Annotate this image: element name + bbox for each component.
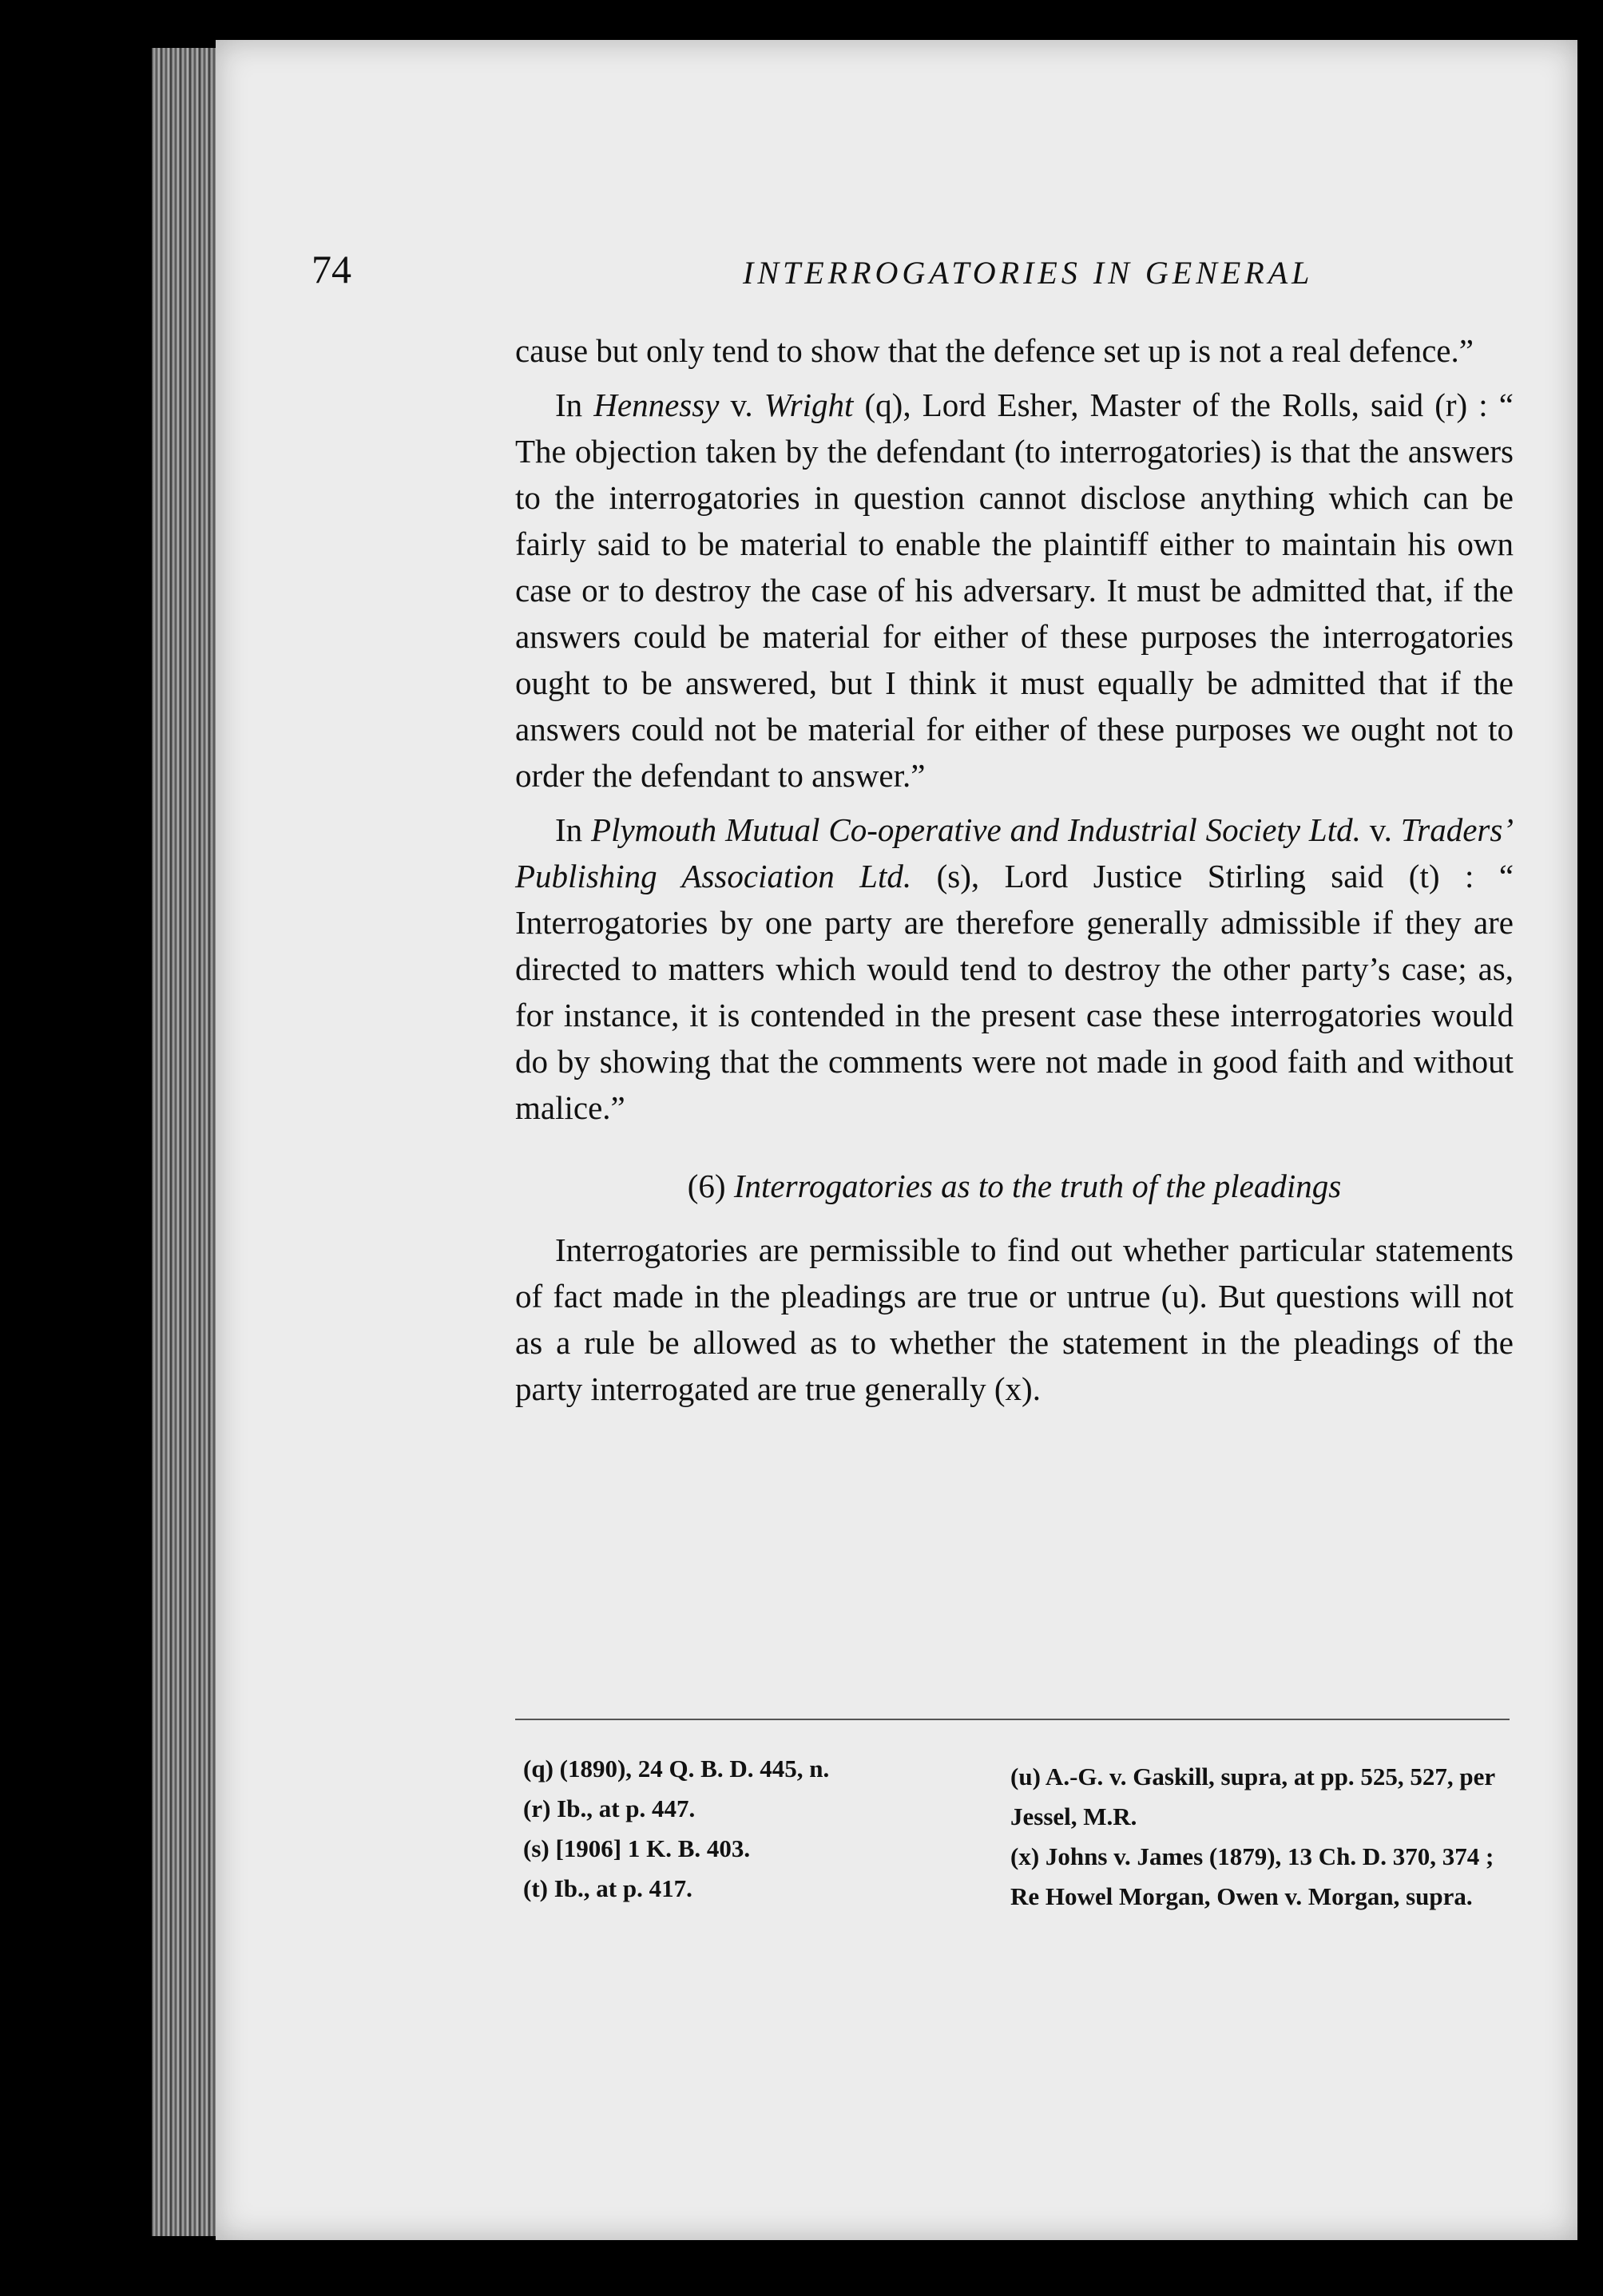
running-head xyxy=(311,246,1510,302)
p4-text-a: Interrogatories are permissible to find out whether particular statements of fact made in the pleadings are true or untrue xyxy=(515,1231,1514,1315)
footnote-divider xyxy=(515,1719,1510,1720)
footnote-s: (s) [1906] 1 K. B. 403. xyxy=(523,1834,751,1862)
footnote-t: (t) Ib., at p. 417. xyxy=(523,1874,692,1902)
p3-ref-t: (t) xyxy=(1408,858,1440,894)
p4-ref-x: (x) xyxy=(994,1370,1033,1407)
paragraph-4 xyxy=(515,1227,1514,1412)
section-title: Interrogatories as to the truth of the pleadings xyxy=(733,1168,1342,1204)
footnote-u: (u) A.-G. v. Gaskill, supra, at pp. 525, 527, per Jessel, M.R. xyxy=(1010,1763,1495,1830)
p2-ref-r: (r) xyxy=(1434,387,1468,423)
p3-in: In xyxy=(555,811,583,848)
footnote-r: (r) Ib., at p. 447. xyxy=(523,1794,696,1822)
p3-case-b: Traders’ Publishing Association Ltd. xyxy=(515,811,1514,894)
p2-ref-q: (q) xyxy=(864,387,903,423)
p4-text-b: . But questions will not as a rule be allowed as to whether the statement in the pleadings of the party interrogated are true generally xyxy=(515,1278,1514,1407)
p2-case-a: Hennessy xyxy=(593,387,720,423)
section-heading xyxy=(515,1163,1514,1209)
running-title: INTERROGATORIES IN GENERAL xyxy=(743,255,1314,291)
p3-ref-s: (s) xyxy=(936,858,971,894)
p2-case-b: Wright xyxy=(764,387,854,423)
body-text xyxy=(515,327,1514,1420)
footnotes-left-column xyxy=(523,1749,970,1909)
p3-v: v. xyxy=(1369,811,1392,848)
footnotes-right-column xyxy=(1010,1757,1514,1917)
paragraph-1: cause but only tend to show that the defence set up is not a real defence.” xyxy=(515,332,1474,369)
page-number: 74 xyxy=(311,247,351,291)
paragraph-2 xyxy=(515,382,1514,799)
section-number: (6) xyxy=(687,1168,726,1204)
p3-case-a: Plymouth Mutual Co-operative and Industrial Society Ltd. xyxy=(591,811,1361,848)
p2-quote: : “ The objection taken by the defendant (to interrogatories) is that the answers to the interrogatories in question cannot disclose anything which can be fairly said to be material to enable the plaintiff either to maintain his own case or to destroy the case of his adversary. It must be admitted that, if the answers could be material for either of these purposes the interrogatories ought to be answered, but I think it must equally be admitted that if the answers could not be material for either of these purposes we ought not to order the defendant to answer.” xyxy=(515,387,1514,794)
paragraph-3 xyxy=(515,807,1514,1131)
p2-v: v. xyxy=(730,387,753,423)
p2-in: In xyxy=(555,387,583,423)
p2-mid: , Lord Esher, Master of the Rolls, said xyxy=(903,387,1424,423)
p4-ref-u: (u) xyxy=(1161,1278,1200,1315)
footnote-x: (x) Johns v. James (1879), 13 Ch. D. 370, 374 ; Re Howel Morgan, Owen v. Morgan, supra. xyxy=(1010,1842,1494,1910)
p4-text-c: . xyxy=(1032,1370,1041,1407)
book-binding-edge xyxy=(152,48,224,2236)
p3-quote: : “ Interrogatories by one party are therefore generally admissible if they are directed to matters which would tend to destroy the other party’s case; as, for instance, it is contended in the present case these interrogatories would do by showing that the comments were not made in good faith and without malice.” xyxy=(515,858,1514,1126)
footnote-q: (q) (1890), 24 Q. B. D. 445, n. xyxy=(523,1755,830,1782)
p3-mid: , Lord Justice Stirling said xyxy=(970,858,1384,894)
